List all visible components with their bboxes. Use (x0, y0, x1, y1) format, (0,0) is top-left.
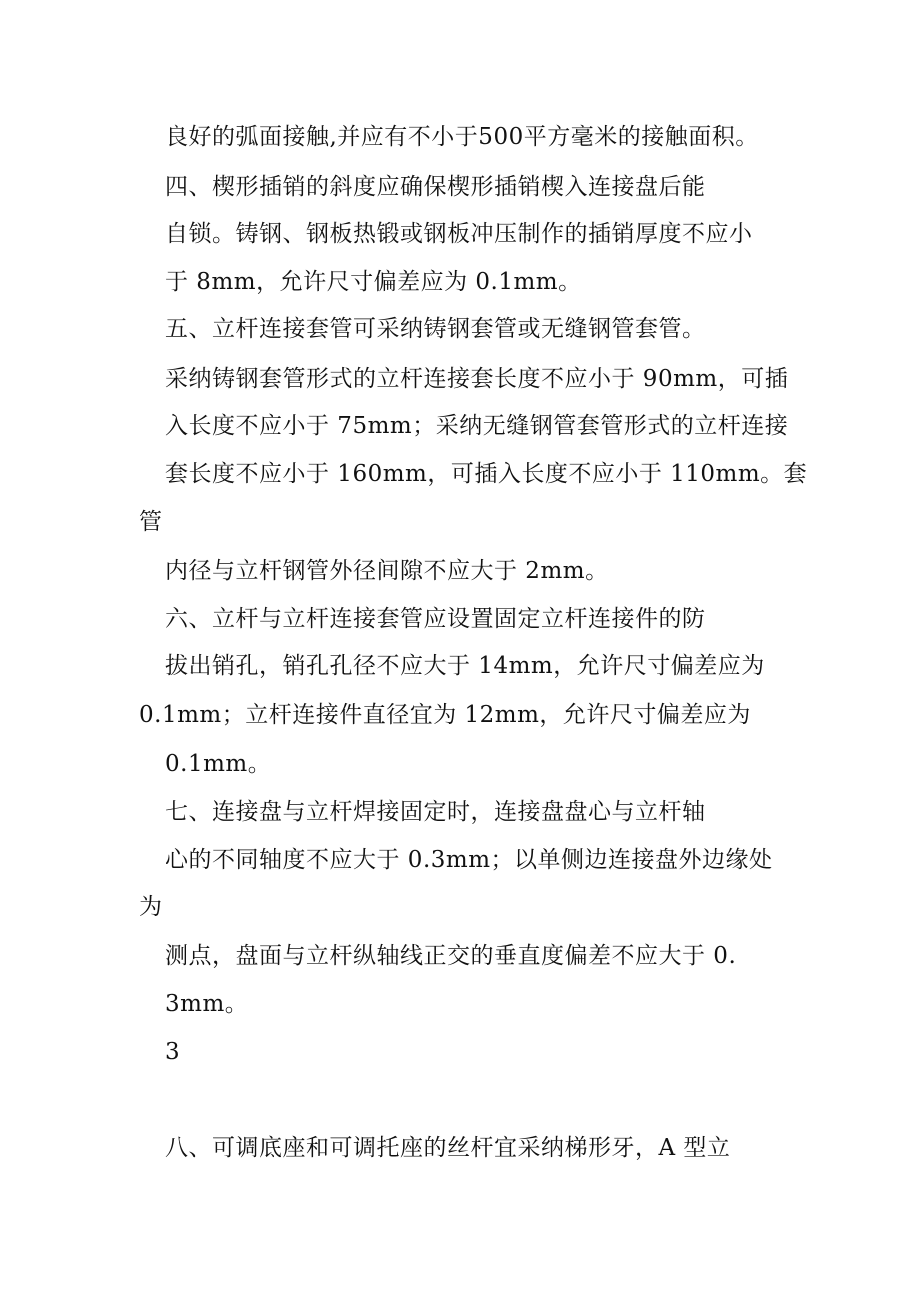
text-line: 自锁。铸钢、钢板热锻或钢板冲压制作的插销厚度不应小 (165, 221, 753, 247)
text-line: 八、可调底座和可调托座的丝杆宜采纳梯形牙，A 型立 (165, 1135, 731, 1161)
text-line: 套长度不应小于 160mm，可插入长度不应小于 110mm。套 (165, 461, 808, 487)
text-line: 拔出销孔，销孔孔径不应大于 14mm，允许尺寸偏差应为 (165, 653, 765, 679)
text-line: 入长度不应小于 75mm；采纳无缝钢管套管形式的立杆连接 (165, 413, 789, 439)
text-line: 管 (139, 509, 163, 535)
text-line: 3mm。 (165, 991, 249, 1017)
text-line: 良好的弧面接触,并应有不小于500平方毫米的接触面积。 (165, 124, 759, 150)
text-line: 测点，盘面与立杆纵轴线正交的垂直度偏差不应大于 0. (165, 943, 737, 969)
page-number: 3 (165, 1039, 181, 1065)
text-line: 心的不同轴度不应大于 0.3mm；以单侧边连接盘外边缘处 (165, 847, 773, 873)
text-line: 于 8mm，允许尺寸偏差应为 0.1mm。 (165, 269, 582, 295)
text-line: 七、连接盘与立杆焊接固定时，连接盘盘心与立杆轴 (165, 799, 706, 825)
text-line: 采纳铸钢套管形式的立杆连接套长度不应小于 90mm，可插 (165, 366, 789, 392)
text-line: 0.1mm；立杆连接件直径宜为 12mm，允许尺寸偏差应为 (139, 702, 751, 728)
text-line: 六、立杆与立杆连接套管应设置固定立杆连接件的防 (165, 606, 706, 632)
text-line: 四、楔形插销的斜度应确保楔形插销楔入连接盘后能 (165, 174, 706, 200)
text-line: 内径与立杆钢管外径间隙不应大于 2mm。 (165, 558, 609, 584)
text-line: 0.1mm。 (165, 751, 272, 777)
text-line: 五、立杆连接套管可采纳铸钢套管或无缝钢管套管。 (165, 316, 706, 342)
text-line: 为 (139, 894, 163, 920)
